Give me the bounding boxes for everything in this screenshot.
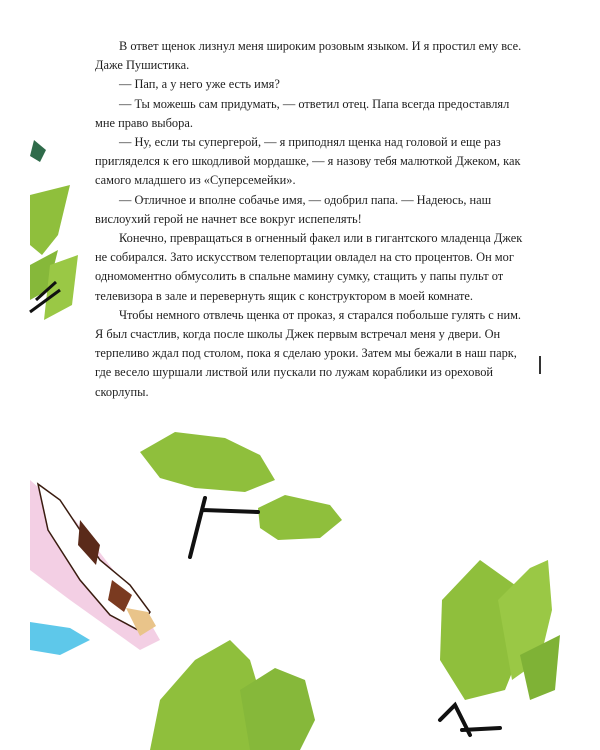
leaves-bottom-right <box>440 560 560 735</box>
paragraph-5: — Отличное и вполне собачье имя, — одобрил папа. — Надеюсь, наш вислоухий герой не начнет все вокруг испепелять! <box>95 192 492 226</box>
branch <box>190 498 258 557</box>
leaves-middle <box>140 432 342 557</box>
dog-illustration <box>30 480 160 650</box>
paragraph-4: — Ну, если ты супергерой, — я приподнял щенка над головой и еще раз пригляделся к его шкодливой мордашке, — я назову тебя малюткой Джеком, как самого младшего из «Суперсемейки». <box>95 135 521 188</box>
paragraph-1: В ответ щенок лизнул меня широким розовым языком. И я простил ему все. Даже Пушистика. <box>95 39 522 73</box>
leaf <box>140 432 275 492</box>
paragraph-3: — Ты можешь сам придумать, — ответил отец. Папа всегда предоставлял мне право выбора. <box>95 96 510 130</box>
leaf <box>258 495 342 540</box>
leaves-top-left <box>30 140 78 320</box>
paragraph-7: Чтобы немного отвлечь щенка от проказ, я старался побольше гулять с ним. Я был счастлив, когда после школы Джек первым встречал меня у двери. Он терпеливо ждал под столом, пока я сделаю уроки. Затем мы бежали в наш парк, где весело шуршали листвой или пускали по лужам кораблики из ореховой скорлупы. <box>95 307 522 399</box>
leaves-bottom-center <box>150 640 315 750</box>
branch <box>440 705 500 735</box>
paragraph-2: — Пап, а у него уже есть имя? <box>119 77 280 92</box>
paragraph-6: Конечно, превращаться в огненный факел или в гигантского младенца Джек не собирался. Зато искусством телепортации овладел на сто процентов. Он мог одномоментно обмусолить в спальне мамину сумку, стащить у папы пульт от телевизора в зале и перевернуть ящик с конструктором в моей комнате. <box>95 231 523 303</box>
puddle <box>30 622 90 655</box>
page-edge-mark <box>539 356 541 374</box>
story-text <box>95 37 525 402</box>
dark-leaf-fragment <box>30 140 46 162</box>
leaf <box>30 185 70 255</box>
